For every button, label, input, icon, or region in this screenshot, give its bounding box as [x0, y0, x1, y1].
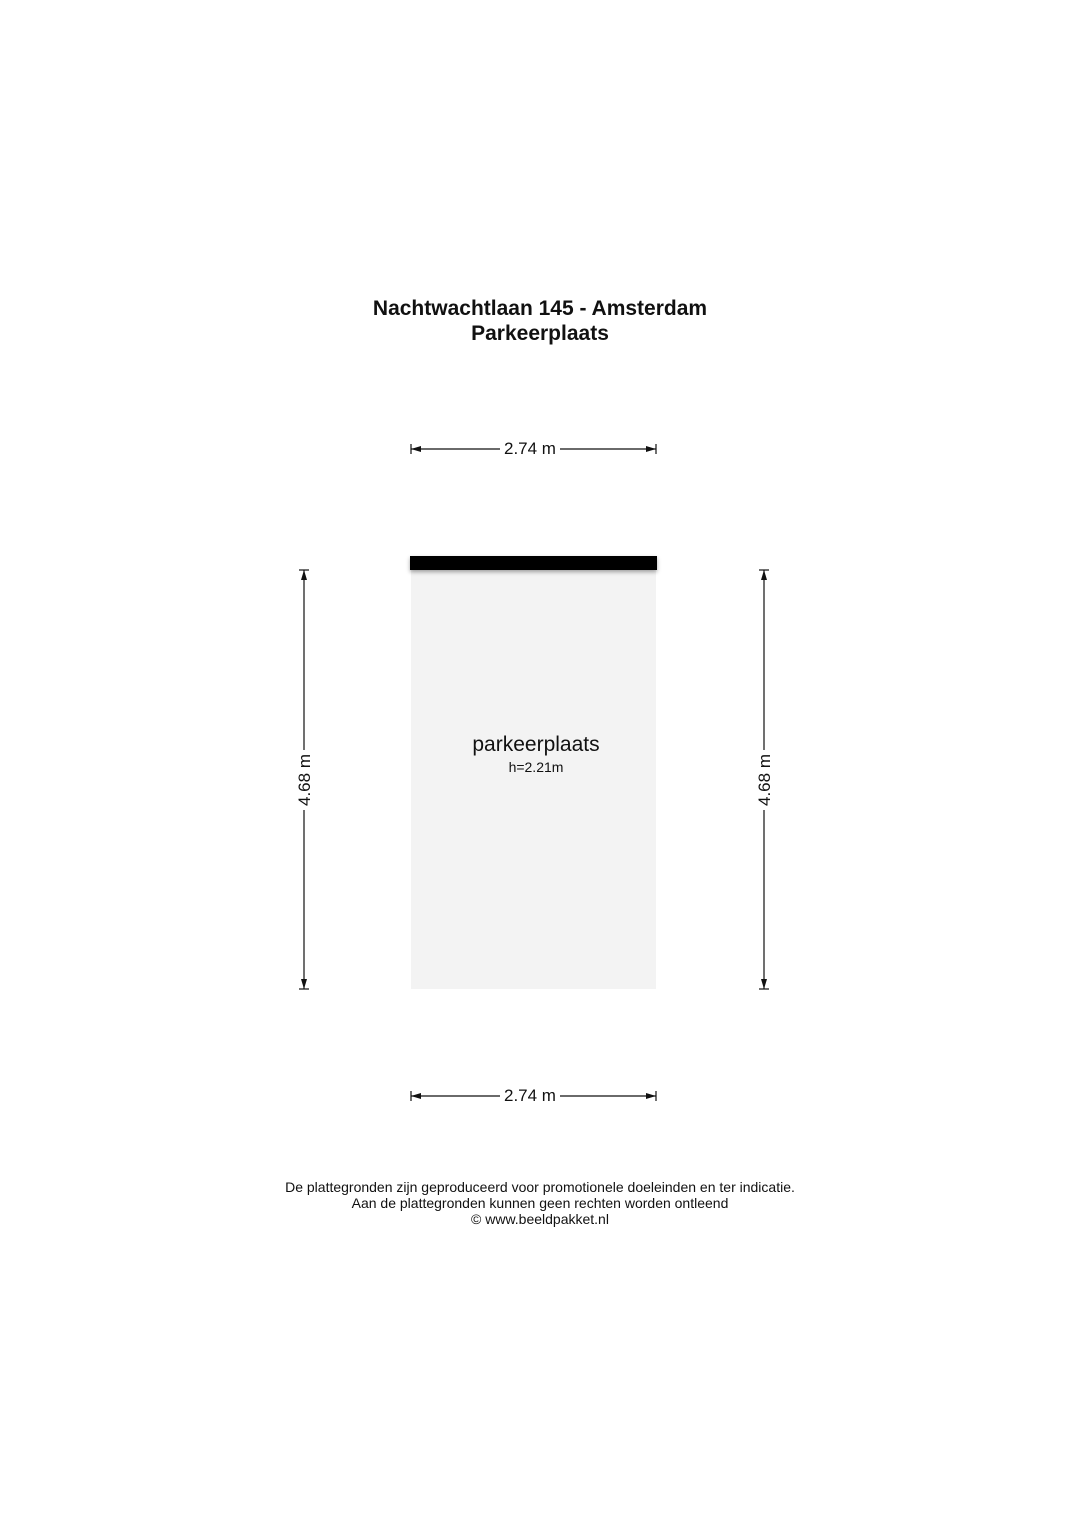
bottom-dimension-label: 2.74 m: [500, 1086, 560, 1106]
disclaimer-line-2: Aan de plattegronden kunnen geen rechten worden ontleend: [351, 1195, 729, 1211]
plan-title: Nachtwachtlaan 145 - Amsterdam: [372, 297, 708, 320]
room-height-label: h=2.21m: [508, 759, 564, 775]
room-name-label: parkeerplaats: [472, 733, 600, 756]
plan-subtitle: Parkeerplaats: [471, 322, 609, 345]
left-dimension-label: 4.68 m: [295, 750, 315, 810]
disclaimer-line-1: De plattegronden zijn geproduceerd voor promotionele doeleinden en ter indicatie.: [285, 1179, 795, 1195]
top-dimension-label: 2.74 m: [500, 439, 560, 459]
copyright-line: © www.beeldpakket.nl: [471, 1211, 609, 1227]
wall: [410, 556, 657, 570]
right-dimension-label: 4.68 m: [755, 750, 775, 810]
